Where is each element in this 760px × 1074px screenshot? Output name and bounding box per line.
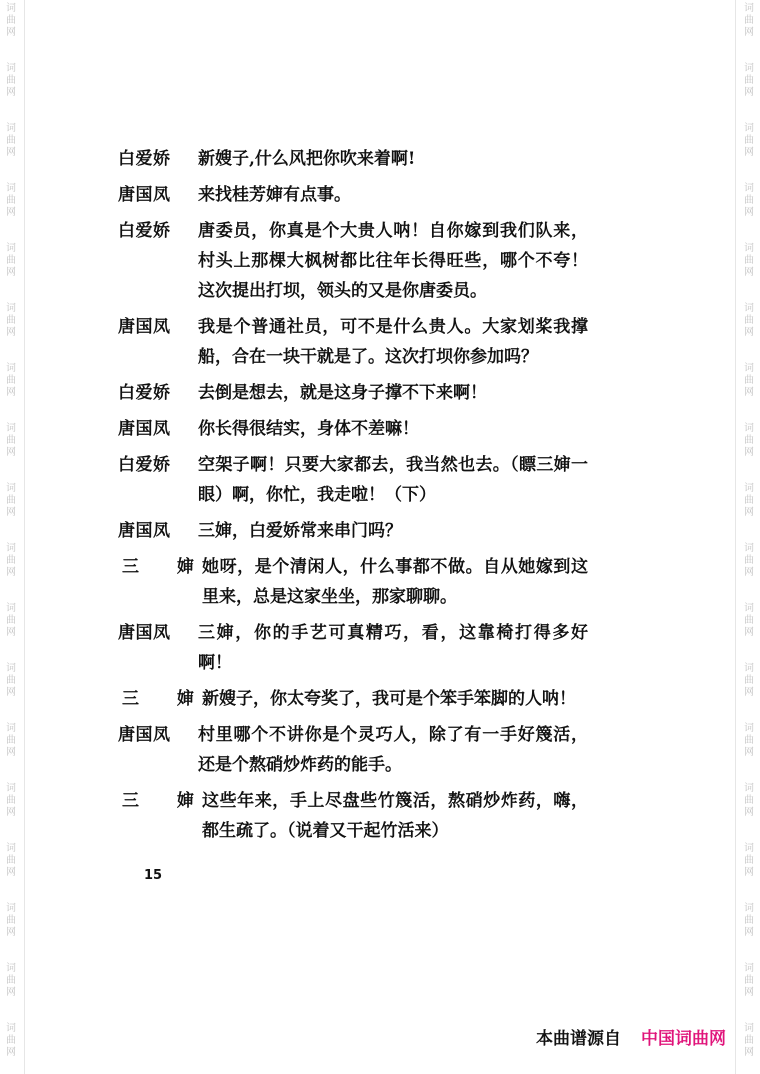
watermark-group <box>738 244 760 280</box>
watermark-char: 词 <box>6 543 16 554</box>
watermark-char: 曲 <box>6 675 16 686</box>
watermark-char: 网 <box>6 1047 16 1058</box>
watermark-char: 曲 <box>744 975 754 986</box>
watermark-char: 曲 <box>744 315 754 326</box>
watermark-group <box>738 964 760 1000</box>
watermark-group <box>738 604 760 640</box>
dialogue-entry <box>118 552 588 612</box>
speaker-name: 唐国凤 <box>118 521 171 541</box>
watermark-group <box>738 304 760 340</box>
right-border-line <box>735 0 736 1074</box>
watermark-char: 词 <box>6 903 16 914</box>
watermark-group <box>738 484 760 520</box>
watermark-char: 网 <box>6 927 16 938</box>
watermark-char: 词 <box>6 1023 16 1034</box>
speaker-name: 唐国凤 <box>118 317 171 337</box>
dialogue-line: 你长得很结实，身体不差嘛！ <box>198 419 419 439</box>
watermark-char: 词 <box>6 963 16 974</box>
watermark-char: 曲 <box>6 255 16 266</box>
watermark-group <box>738 844 760 880</box>
speaker-name: 唐国凤 <box>118 623 171 643</box>
watermark-char: 曲 <box>744 195 754 206</box>
watermark-char: 词 <box>6 3 16 14</box>
watermark-char: 词 <box>744 303 754 314</box>
dialogue-entry <box>118 786 588 846</box>
watermark-char: 网 <box>6 687 16 698</box>
watermark-char: 曲 <box>6 315 16 326</box>
watermark-char: 词 <box>744 363 754 374</box>
watermark-char: 网 <box>744 327 754 338</box>
dialogue-line: 新嫂子，你太夸奖了，我可是个笨手笨脚的人呐！ <box>202 689 576 709</box>
watermark-group <box>738 1024 760 1060</box>
watermark-group <box>738 424 760 460</box>
watermark-char: 词 <box>744 543 754 554</box>
watermark-char: 词 <box>744 1023 754 1034</box>
watermark-char: 曲 <box>744 255 754 266</box>
watermark-char: 曲 <box>6 495 16 506</box>
watermark-char: 曲 <box>744 495 754 506</box>
dialogue-entry <box>118 144 588 174</box>
watermark-char: 曲 <box>744 15 754 26</box>
watermark-char: 曲 <box>6 15 16 26</box>
speaker-name: 唐国凤 <box>118 419 171 439</box>
watermark-group <box>738 4 760 40</box>
watermark-group <box>0 184 22 220</box>
watermark-group <box>0 784 22 820</box>
dialogue-line: 三婶，白爱娇常来串门吗？ <box>198 521 402 541</box>
watermark-char: 曲 <box>744 795 754 806</box>
dialogue-line: 三婶，你的手艺可真精巧，看，这靠椅打得多好啊！ <box>198 623 588 673</box>
watermark-char: 曲 <box>744 555 754 566</box>
watermark-char: 词 <box>744 903 754 914</box>
watermark-char: 词 <box>744 423 754 434</box>
speaker-name: 三 婶 <box>122 557 210 577</box>
watermark-group <box>0 664 22 700</box>
watermark-group <box>738 124 760 160</box>
watermark-char: 网 <box>744 867 754 878</box>
speaker-name: 白爱娇 <box>118 221 171 241</box>
source-site-link[interactable]: 中国词曲网 <box>641 1029 726 1049</box>
dialogue-line: 村里哪个不讲你是个灵巧人，除了有一手好篾活，还是个熬硝炒炸药的能手。 <box>198 725 588 775</box>
watermark-char: 词 <box>744 3 754 14</box>
watermark-char: 网 <box>744 1047 754 1058</box>
watermark-char: 网 <box>744 987 754 998</box>
watermark-char: 曲 <box>744 915 754 926</box>
watermark-char: 网 <box>6 747 16 758</box>
watermark-char: 曲 <box>6 795 16 806</box>
watermark-char: 曲 <box>6 915 16 926</box>
dialogue-entry <box>118 516 588 546</box>
watermark-char: 网 <box>744 147 754 158</box>
watermark-group <box>738 184 760 220</box>
watermark-char: 网 <box>6 867 16 878</box>
dialogue-entry <box>118 378 588 408</box>
watermark-char: 曲 <box>744 375 754 386</box>
source-credit-prefix: 本曲谱源自 <box>536 1029 621 1049</box>
watermark-char: 曲 <box>6 1035 16 1046</box>
watermark-char: 网 <box>744 927 754 938</box>
watermark-char: 曲 <box>744 735 754 746</box>
watermark-group <box>738 904 760 940</box>
dialogue-entry <box>118 684 588 714</box>
watermark-char: 词 <box>6 243 16 254</box>
source-credit <box>536 1024 726 1049</box>
watermark-group <box>0 604 22 640</box>
watermark-char: 网 <box>6 27 16 38</box>
dialogue-line: 唐委员，你真是个大贵人呐！自你嫁到我们队来，村头上那棵大枫树都比往年长得旺些，哪个不夸！这次提出打坝，领头的又是你唐委员。 <box>198 221 588 301</box>
watermark-char: 曲 <box>6 555 16 566</box>
watermark-group <box>738 64 760 100</box>
watermark-char: 词 <box>6 603 16 614</box>
watermark-char: 网 <box>6 507 16 518</box>
watermark-char: 词 <box>744 963 754 974</box>
watermark-char: 词 <box>6 183 16 194</box>
watermark-char: 曲 <box>6 735 16 746</box>
watermark-char: 网 <box>744 807 754 818</box>
watermark-group <box>738 724 760 760</box>
watermark-char: 网 <box>744 687 754 698</box>
watermark-char: 词 <box>744 603 754 614</box>
watermark-char: 词 <box>744 63 754 74</box>
watermark-char: 曲 <box>6 615 16 626</box>
watermark-char: 曲 <box>744 675 754 686</box>
watermark-char: 词 <box>6 843 16 854</box>
right-margin-watermark <box>738 0 760 1074</box>
watermark-char: 词 <box>6 783 16 794</box>
speaker-name: 唐国凤 <box>118 725 171 745</box>
dialogue-line: 空架子啊！只要大家都去，我当然也去。（瞟三婶一眼）啊，你忙，我走啦！（下） <box>198 455 588 505</box>
dialogue-line: 来找桂芳婶有点事。 <box>198 185 351 205</box>
watermark-char: 网 <box>6 447 16 458</box>
watermark-char: 曲 <box>744 855 754 866</box>
watermark-char: 曲 <box>6 975 16 986</box>
watermark-char: 网 <box>6 567 16 578</box>
watermark-group <box>0 4 22 40</box>
watermark-char: 曲 <box>6 855 16 866</box>
watermark-group <box>738 664 760 700</box>
watermark-char: 网 <box>6 387 16 398</box>
watermark-char: 网 <box>744 747 754 758</box>
watermark-group <box>0 844 22 880</box>
watermark-group <box>738 364 760 400</box>
watermark-char: 词 <box>6 663 16 674</box>
watermark-group <box>0 304 22 340</box>
watermark-char: 曲 <box>744 435 754 446</box>
watermark-char: 词 <box>744 123 754 134</box>
script-dialogue <box>118 144 588 852</box>
watermark-char: 词 <box>6 423 16 434</box>
watermark-char: 词 <box>6 63 16 74</box>
watermark-group <box>0 64 22 100</box>
watermark-group <box>0 1024 22 1060</box>
dialogue-entry <box>118 180 588 210</box>
watermark-char: 曲 <box>744 75 754 86</box>
watermark-char: 词 <box>744 663 754 674</box>
page-number: 15 <box>144 868 163 883</box>
watermark-char: 曲 <box>6 375 16 386</box>
dialogue-line: 新嫂子,什么风把你吹来着啊! <box>198 149 416 169</box>
watermark-char: 网 <box>6 147 16 158</box>
watermark-char: 网 <box>6 627 16 638</box>
watermark-char: 词 <box>6 483 16 494</box>
watermark-char: 网 <box>744 207 754 218</box>
watermark-char: 词 <box>6 303 16 314</box>
watermark-char: 网 <box>744 387 754 398</box>
watermark-group <box>0 904 22 940</box>
watermark-group <box>0 424 22 460</box>
watermark-group <box>0 244 22 280</box>
watermark-char: 网 <box>744 87 754 98</box>
dialogue-entry <box>118 216 588 306</box>
dialogue-entry <box>118 312 588 372</box>
dialogue-entry <box>118 414 588 444</box>
watermark-group <box>0 724 22 760</box>
watermark-group <box>0 484 22 520</box>
watermark-char: 网 <box>6 207 16 218</box>
watermark-group <box>0 364 22 400</box>
watermark-char: 网 <box>744 507 754 518</box>
watermark-group <box>738 784 760 820</box>
watermark-char: 曲 <box>6 195 16 206</box>
watermark-char: 网 <box>6 807 16 818</box>
watermark-char: 网 <box>6 87 16 98</box>
dialogue-entry <box>118 720 588 780</box>
dialogue-line: 这些年来，手上尽盘些竹篾活，熬硝炒炸药，嗨，都生疏了。（说着又干起竹活来） <box>202 791 588 841</box>
watermark-char: 词 <box>744 783 754 794</box>
speaker-name: 白爱娇 <box>118 383 171 403</box>
watermark-char: 网 <box>744 27 754 38</box>
watermark-char: 曲 <box>744 1035 754 1046</box>
watermark-group <box>0 124 22 160</box>
watermark-char: 词 <box>6 363 16 374</box>
watermark-char: 词 <box>744 723 754 734</box>
watermark-char: 网 <box>744 627 754 638</box>
dialogue-line: 她呀，是个清闲人，什么事都不做。自从她嫁到这里来，总是这家坐坐，那家聊聊。 <box>202 557 588 607</box>
speaker-name: 三 婶 <box>122 689 210 709</box>
watermark-char: 词 <box>6 123 16 134</box>
left-margin-watermark <box>0 0 22 1074</box>
watermark-char: 词 <box>744 183 754 194</box>
dialogue-line: 去倒是想去，就是这身子撑不下来啊！ <box>198 383 487 403</box>
watermark-char: 网 <box>744 267 754 278</box>
dialogue-entry <box>118 618 588 678</box>
speaker-name: 三 婶 <box>122 791 210 811</box>
watermark-char: 网 <box>744 567 754 578</box>
watermark-char: 网 <box>6 987 16 998</box>
watermark-char: 网 <box>744 447 754 458</box>
watermark-char: 曲 <box>744 135 754 146</box>
watermark-group <box>0 964 22 1000</box>
dialogue-line: 我是个普通社员，可不是什么贵人。大家划桨我撑船，合在一块干就是了。这次打坝你参加吗？ <box>198 317 588 367</box>
speaker-name: 白爱娇 <box>118 455 171 475</box>
watermark-char: 词 <box>744 483 754 494</box>
watermark-char: 曲 <box>6 75 16 86</box>
watermark-char: 曲 <box>6 135 16 146</box>
dialogue-entry <box>118 450 588 510</box>
watermark-char: 曲 <box>6 435 16 446</box>
watermark-group <box>0 544 22 580</box>
watermark-char: 词 <box>744 243 754 254</box>
speaker-name: 白爱娇 <box>118 149 171 169</box>
left-border-line <box>24 0 25 1074</box>
watermark-char: 曲 <box>744 615 754 626</box>
speaker-name: 唐国凤 <box>118 185 171 205</box>
watermark-group <box>738 544 760 580</box>
watermark-char: 网 <box>6 267 16 278</box>
watermark-char: 词 <box>744 843 754 854</box>
watermark-char: 网 <box>6 327 16 338</box>
watermark-char: 词 <box>6 723 16 734</box>
